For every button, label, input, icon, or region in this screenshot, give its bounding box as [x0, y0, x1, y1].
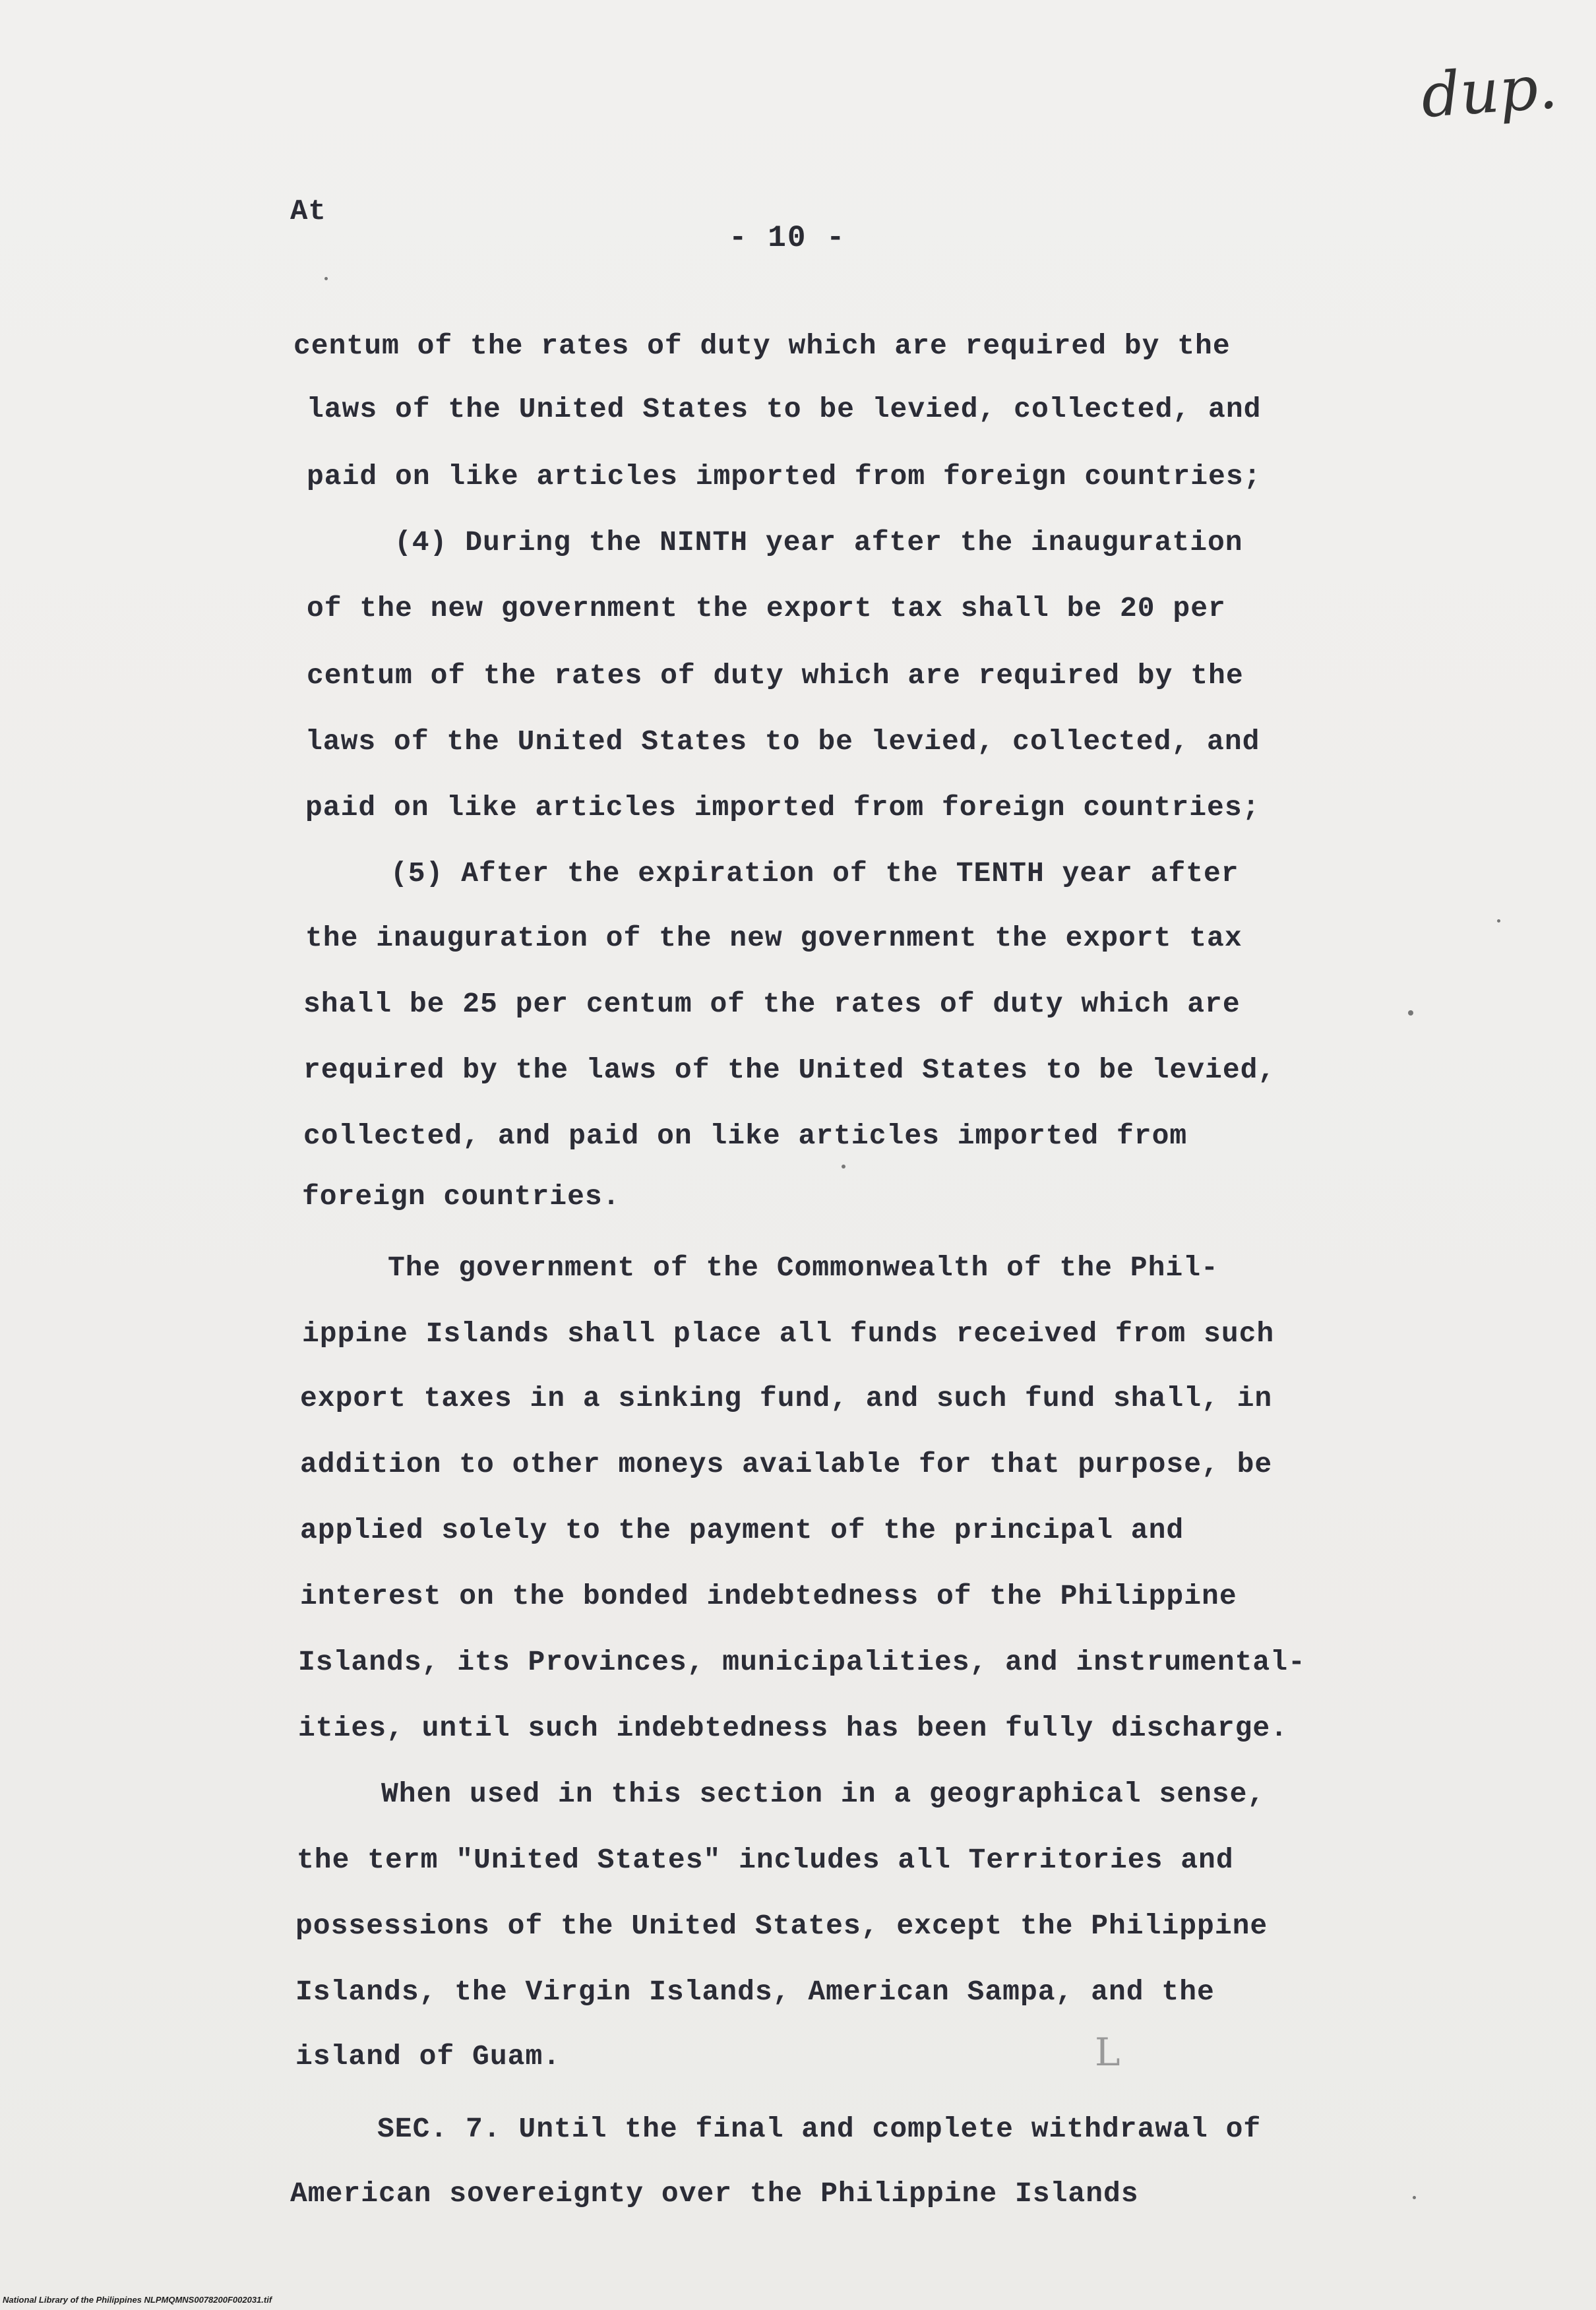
text-line: possessions of the United States, except the Philippine — [295, 1910, 1268, 1942]
text-line: shall be 25 per centum of the rates of duty which are — [303, 988, 1241, 1020]
text-line: laws of the United States to be levied, collected, and — [307, 393, 1262, 425]
text-line: addition to other moneys available for that purpose, be — [300, 1448, 1273, 1480]
margin-note: At — [290, 195, 326, 228]
text-line: paid on like articles imported from foreign countries; — [305, 791, 1260, 824]
paper-speck — [1408, 1010, 1413, 1016]
text-line: (4) During the NINTH year after the inauguration — [394, 526, 1243, 559]
text-line: the term "United States" includes all Territories and — [297, 1844, 1234, 1876]
page-number: - 10 - — [729, 221, 846, 255]
text-line: interest on the bonded indebtedness of the Philippine — [300, 1580, 1237, 1612]
text-line: centum of the rates of duty which are required by the — [293, 330, 1231, 362]
text-line: centum of the rates of duty which are required by the — [307, 659, 1244, 692]
text-line: Islands, its Provinces, municipalities, and instrumental- — [298, 1646, 1306, 1678]
text-line: the inauguration of the new government the export tax — [305, 922, 1243, 954]
text-line: paid on like articles imported from foreign countries; — [307, 460, 1262, 493]
text-line: The government of the Commonwealth of the Phil- — [388, 1252, 1219, 1284]
paper-speck — [842, 1165, 845, 1169]
text-line: When used in this section in a geographical sense, — [381, 1778, 1266, 1810]
text-line: American sovereignty over the Philippine Islands — [290, 2177, 1139, 2210]
text-line: island of Guam. — [295, 2040, 561, 2073]
text-line: collected, and paid on like articles imported from — [303, 1120, 1188, 1152]
text-line: laws of the United States to be levied, collected, and — [305, 725, 1260, 758]
text-line: Islands, the Virgin Islands, American Sampa, and the — [295, 1976, 1215, 2008]
handwritten-note: dup. — [1419, 51, 1560, 132]
handwritten-mark: L — [1095, 2030, 1120, 2075]
text-line: foreign countries. — [302, 1180, 621, 1213]
text-line: ippine Islands shall place all funds received from such — [302, 1318, 1275, 1350]
paper-speck — [1497, 919, 1500, 923]
text-line: applied solely to the payment of the principal and — [300, 1514, 1184, 1546]
text-line: required by the laws of the United States to be levied, — [303, 1054, 1276, 1086]
paper-speck — [1413, 2196, 1416, 2199]
paper-speck — [324, 277, 328, 280]
text-line: (5) After the expiration of the TENTH year after — [390, 857, 1239, 890]
text-line: ities, until such indebtedness has been fully discharge. — [298, 1712, 1289, 1744]
archive-footer: National Library of the Philippines NLPMQMNS0078200F002031.tif — [3, 2295, 272, 2305]
text-line: export taxes in a sinking fund, and such fund shall, in — [300, 1382, 1273, 1414]
text-line: of the new government the export tax shall be 20 per — [307, 592, 1226, 624]
text-line: SEC. 7. Until the final and complete withdrawal of — [377, 2113, 1262, 2145]
